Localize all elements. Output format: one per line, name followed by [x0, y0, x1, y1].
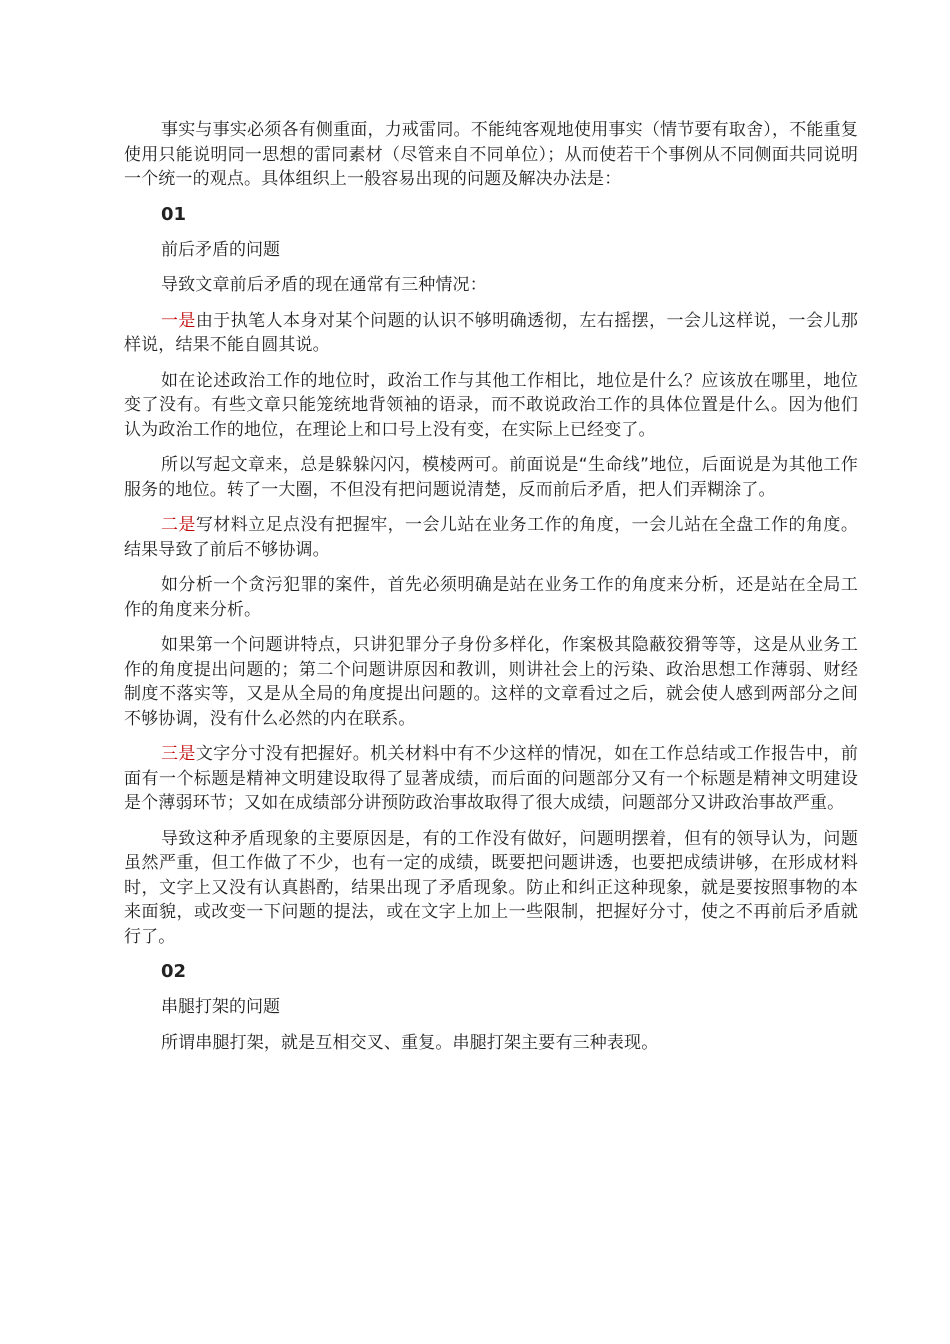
paragraph-evasive-writing: 所以写起文章来，总是躲躲闪闪，模棱两可。前面说是“生命线”地位，后面说是为其他工作服务的地位。转了一大圈，不但没有把问题说清楚，反而前后矛盾，把人们弄糊涂了。 [124, 455, 858, 500]
paragraph-political-work-example: 如在论述政治工作的地位时，政治工作与其他工作相比，地位是什么？应该放在哪里，地位变了没有。有些文章只能笼统地背领袖的语录，而不敢说政治工作的具体位置是什么。因为他们认为政治工作的地位，在理论上和口号上没有变，在实际上已经变了。 [124, 370, 858, 440]
document-page [124, 118, 858, 1066]
case-two-label: 二是 [161, 515, 196, 535]
case-one-text: 由于执笔人本身对某个问题的认识不够明确透彻，左右摇摆，一会儿这样说，一会儿那样说，结果不能自圆其说。 [124, 310, 858, 355]
section-title-overlap: 串腿打架的问题 [161, 997, 280, 1017]
paragraph-three-cases: 导致文章前后矛盾的现在通常有三种情况： [161, 275, 487, 295]
case-one-label: 一是 [161, 310, 196, 331]
paragraph-perspective-mismatch: 如果第一个问题讲特点，只讲犯罪分子身份多样化，作案极其隐蔽狡猾等等，这是从业务工作的角度提出问题的；第二个问题讲原因和教训，则讲社会上的污染、政治思想工作薄弱、财经制度不落实等，又是从全局的角度提出问题的。这样的文章看过之后，就会使人感到两部分之间不够协调，没有什么必然的内在联系。 [124, 635, 858, 729]
section-title-contradiction: 前后矛盾的问题 [161, 239, 280, 260]
case-two-text: 写材料立足点没有把握牢，一会儿站在业务工作的角度，一会儿站在全盘工作的角度。结果导致了前后不够协调。 [124, 515, 858, 560]
case-three-label: 三是 [161, 744, 196, 764]
section-number-01: 01 [161, 203, 187, 225]
section-number-02: 02 [161, 961, 187, 982]
case-three-text: 文字分寸没有把握好。机关材料中有不少这样的情况，如在工作总结或工作报告中，前面有一个标题是精神文明建设取得了显著成绩，而后面的问题部分又有一个标题是精神文明建设是个薄弱环节；又如在成绩部分讲预防政治事故取得了很大成绩，问题部分又讲政治事故严重。 [124, 744, 858, 813]
paragraph-case-two [124, 513, 858, 562]
paragraph-case-one [124, 309, 858, 358]
paragraph-corruption-example: 如分析一个贪污犯罪的案件，首先必须明确是站在业务工作的角度来分析，还是站在全局工作的角度来分析。 [124, 575, 858, 620]
paragraph-overlap-definition: 所谓串腿打架，就是互相交叉、重复。串腿打架主要有三种表现。 [161, 1032, 659, 1053]
paragraph-root-cause: 导致这种矛盾现象的主要原因是，有的工作没有做好，问题明摆着，但有的领导认为，问题虽然严重，但工作做了不少，也有一定的成绩，既要把问题讲透，也要把成绩讲够，在形成材料时，文字上又没有认真斟酌，结果出现了矛盾现象。防止和纠正这种现象，就是要按照事物的本来面貌，或改变一下问题的提法，或在文字上加上一些限制，把握好分寸，使之不再前后矛盾就行了。 [124, 828, 858, 947]
paragraph-intro: 事实与事实必须各有侧重面，力戒雷同。不能纯客观地使用事实（情节要有取舍），不能重复使用只能说明同一思想的雷同素材（尽管来自不同单位）；从而使若干个事例从不同侧面共同说明一个统一的观点。具体组织上一般容易出现的问题及解决办法是： [124, 120, 858, 189]
paragraph-case-three [124, 742, 858, 816]
